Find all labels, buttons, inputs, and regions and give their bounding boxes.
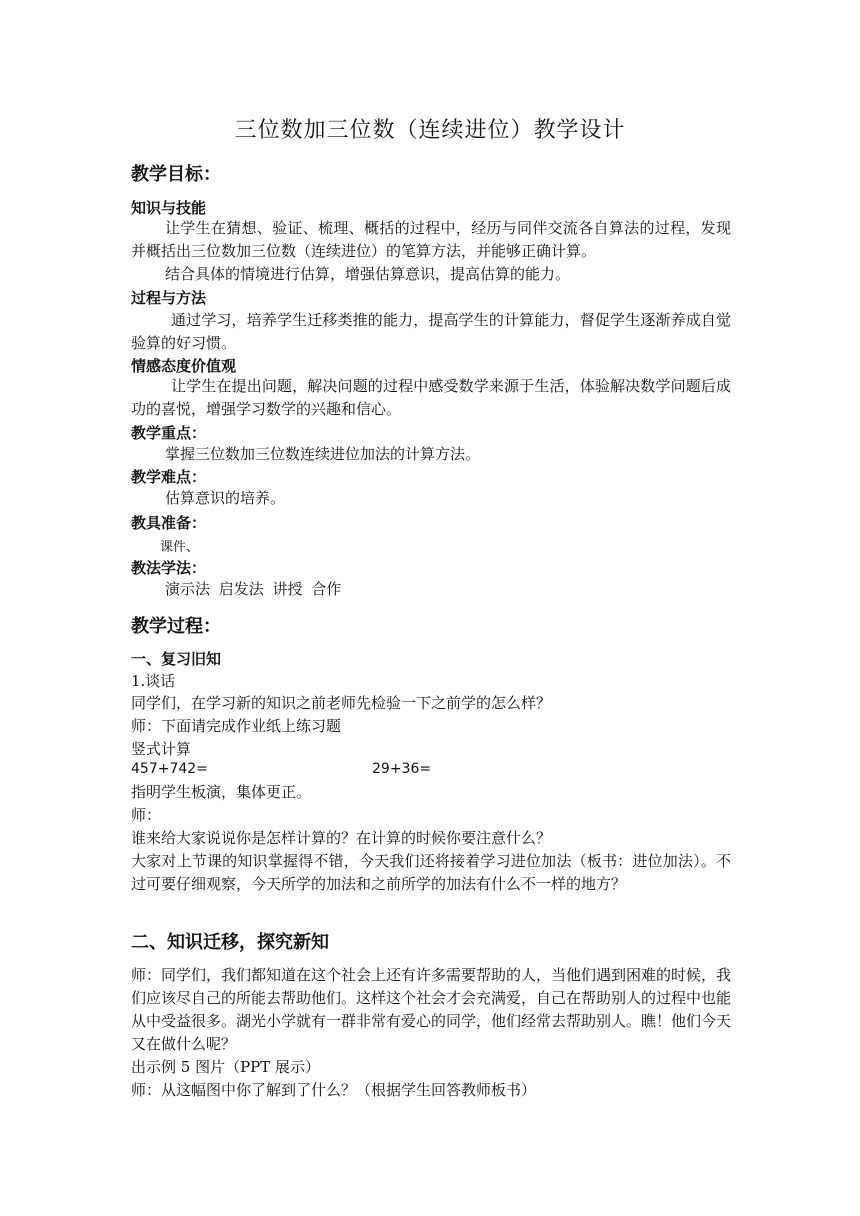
difficulty-heading: 教学难点： [131,468,207,486]
transfer-heading: 二、知识迁移，探究新知 [131,932,329,953]
review-line-1: 同学们，在学习新的知识之前老师先检验一下之前学的怎么样？ [131,694,552,712]
knowledge-paragraph-2: 结合具体的情境进行估算，增强估算意识，提高估算的能力。 [165,265,571,283]
knowledge-heading: 知识与技能 [131,199,207,217]
emotion-heading: 情感态度价值观 [131,357,237,375]
document-title: 三位数加三位数（连续进位）教学设计 [234,118,626,143]
calc-problem-a: 457+742= [131,761,208,777]
review-line-3: 竖式计算 [131,740,192,758]
knowledge-paragraph-1: 让学生在猜想、验证、梳理、概括的过程中，经历与同伴交流各自算法的过程，发现并概括出三位数加三位数（连续进位）的笔算方法，并能够正确计算。 [131,219,731,260]
key-heading: 教学重点： [131,424,207,442]
review-line-5: 师： [131,806,162,824]
objectives-heading: 教学目标： [131,164,221,185]
review-paragraph: 大家对上节课的知识掌握得不错，今天我们还将接着学习进位加法（板书：进位加法）。不过可要仔细观察，今天所学的加法和之前所学的加法有什么不一样的地方？ [131,852,731,893]
review-item: 1.谈话 [131,672,176,690]
process-heading: 过程与方法 [131,289,207,307]
review-line-2: 师：下面请完成作业纸上练习题 [131,717,342,735]
key-text: 掌握三位数加三位数连续进位加法的计算方法。 [165,445,481,463]
procedure-heading: 教学过程： [131,616,221,637]
method-text: 演示法 启发法 讲授 合作 [165,580,342,598]
tools-heading: 教具准备： [131,514,207,532]
review-heading: 一、复习旧知 [131,650,222,668]
tools-text: 课件、 [160,540,200,555]
review-line-4: 指明学生板演，集体更正。 [131,783,312,801]
process-paragraph: 通过学习，培养学生迁移类推的能力，提高学生的计算能力，督促学生逐渐养成自觉验算的好习惯。 [131,311,731,352]
difficulty-text: 估算意识的培养。 [165,489,286,507]
transfer-paragraph: 师：同学们，我们都知道在这个社会上还有许多需要帮助的人，当他们遇到困难的时候，我们应该尽自己的所能去帮助他们。这样这个社会才会充满爱，自己在帮助别人的过程中也能从中受益很多。湖光小学就有一群非常有爱心的同学，他们经常去帮助别人。瞧！他们今天又在做什么呢？ [131,966,732,1053]
transfer-line-1: 出示例 5 图片（PPT 展示） [131,1058,321,1076]
method-heading: 教法学法： [131,559,207,577]
transfer-line-2: 师：从这幅图中你了解到了什么？（根据学生回答教师板书） [131,1081,537,1099]
emotion-paragraph: 让学生在提出问题，解决问题的过程中感受数学来源于生活，体验解决数学问题后成功的喜悦，增强学习数学的兴趣和信心。 [131,377,731,418]
calc-problem-b: 29+36= [372,761,432,777]
review-line-6: 谁来给大家说说你是怎样计算的？在计算的时候你要注意什么？ [131,829,552,847]
